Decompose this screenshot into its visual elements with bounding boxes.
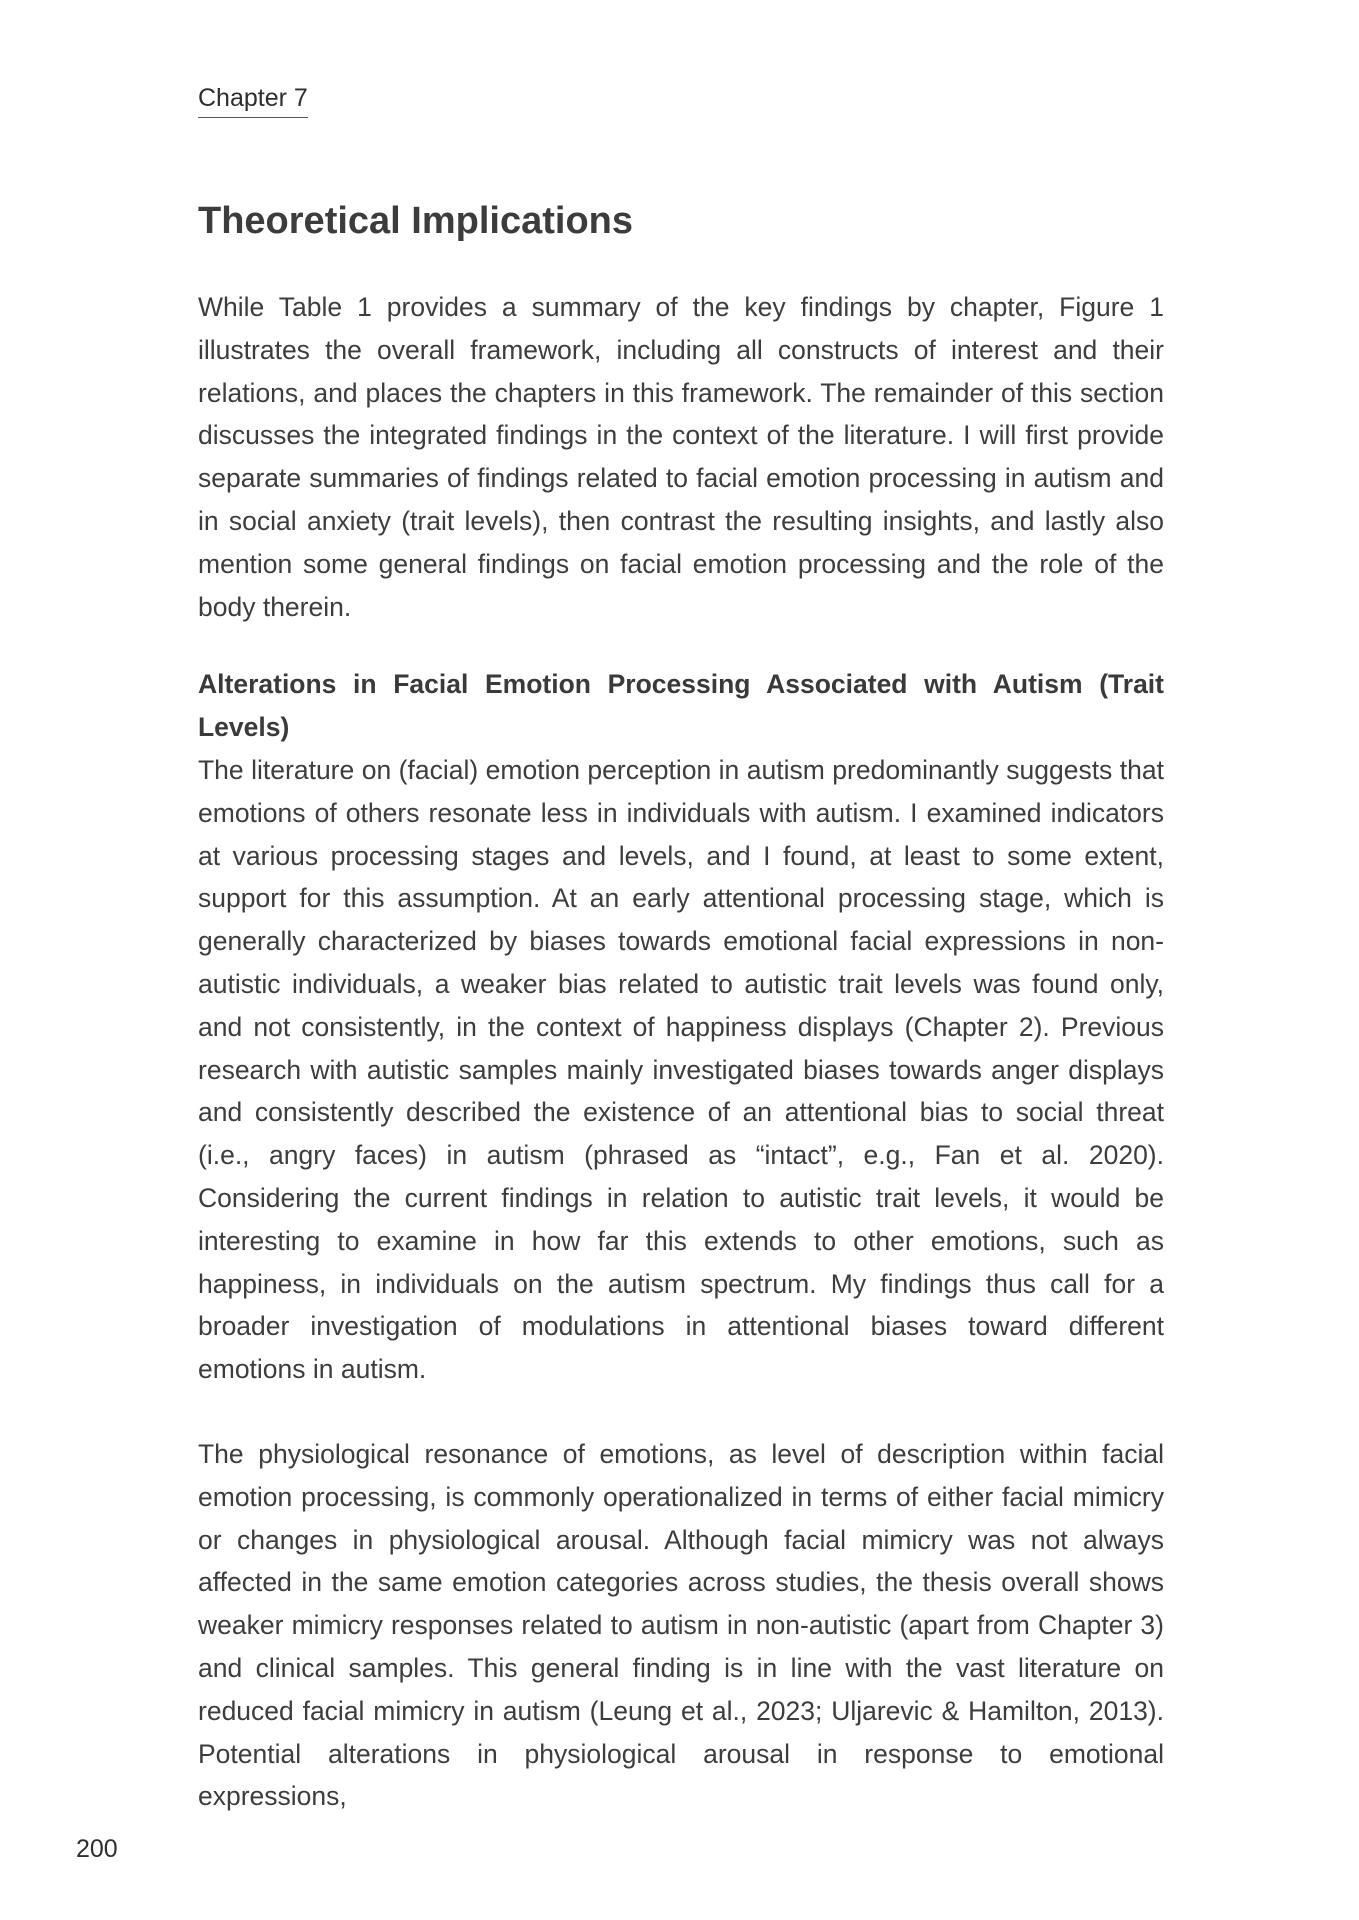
page-number: 200: [76, 1835, 118, 1863]
page-content: [198, 198, 1164, 1818]
body-paragraph-3: The physiological resonance of emotions, as level of description within facial emotion processing, is commonly operationalized in terms of either facial mimicry or changes in physiological arousal. Although facial mimicry was not always affected in the same emotion categories across studies, the thesis overall shows weaker mimicry responses related to autism in non-autistic (apart from Chapter 3) and clinical samples. This general finding is in line with the vast literature on reduced facial mimicry in autism (Leung et al., 2023; Uljarevic & Hamilton, 2013). Potential alterations in physiological arousal in response to emotional expressions,: [198, 1438, 1164, 1812]
running-header-chapter: Chapter 7: [198, 83, 308, 118]
subsection-heading-autism: Alterations in Facial Emotion Processing Associated with Autism (Trait Levels): [198, 669, 1164, 743]
body-paragraph-2: The literature on (facial) emotion perception in autism predominantly suggests that emotions of others resonate less in individuals with autism. I examined indicators at various processing stages and levels, and I found, at least to some extent, support for this assumption. At an early attentional processing stage, which is generally characterized by biases towards emotional facial expressions in non-autistic individuals, a weaker bias related to autistic trait levels was found only, and not consistently, in the context of happiness displays (Chapter 2). Previous research with autistic samples mainly investigated biases towards anger displays and consistently described the existence of an attentional bias to social threat (i.e., angry faces) in autism (phrased as “intact”, e.g., Fan et al. 2020). Considering the current findings in relation to autistic trait levels, it would be interesting to examine in how far this extends to other emotions, such as happiness, in individuals on the autism spectrum. My findings thus call for a broader investigation of modulations in attentional biases toward different emotions in autism.: [198, 754, 1164, 1385]
section-title: Theoretical Implications: [198, 200, 633, 242]
body-paragraph-1: While Table 1 provides a summary of the key findings by chapter, Figure 1 illustrates the overall framework, including all constructs of interest and their relations, and places the chapters in this framework. The remainder of this section discusses the integrated findings in the context of the literature. I will first provide separate summaries of findings related to facial emotion processing in autism and in social anxiety (trait levels), then contrast the resulting insights, and lastly also mention some general findings on facial emotion processing and the role of the body therein.: [198, 292, 1164, 622]
